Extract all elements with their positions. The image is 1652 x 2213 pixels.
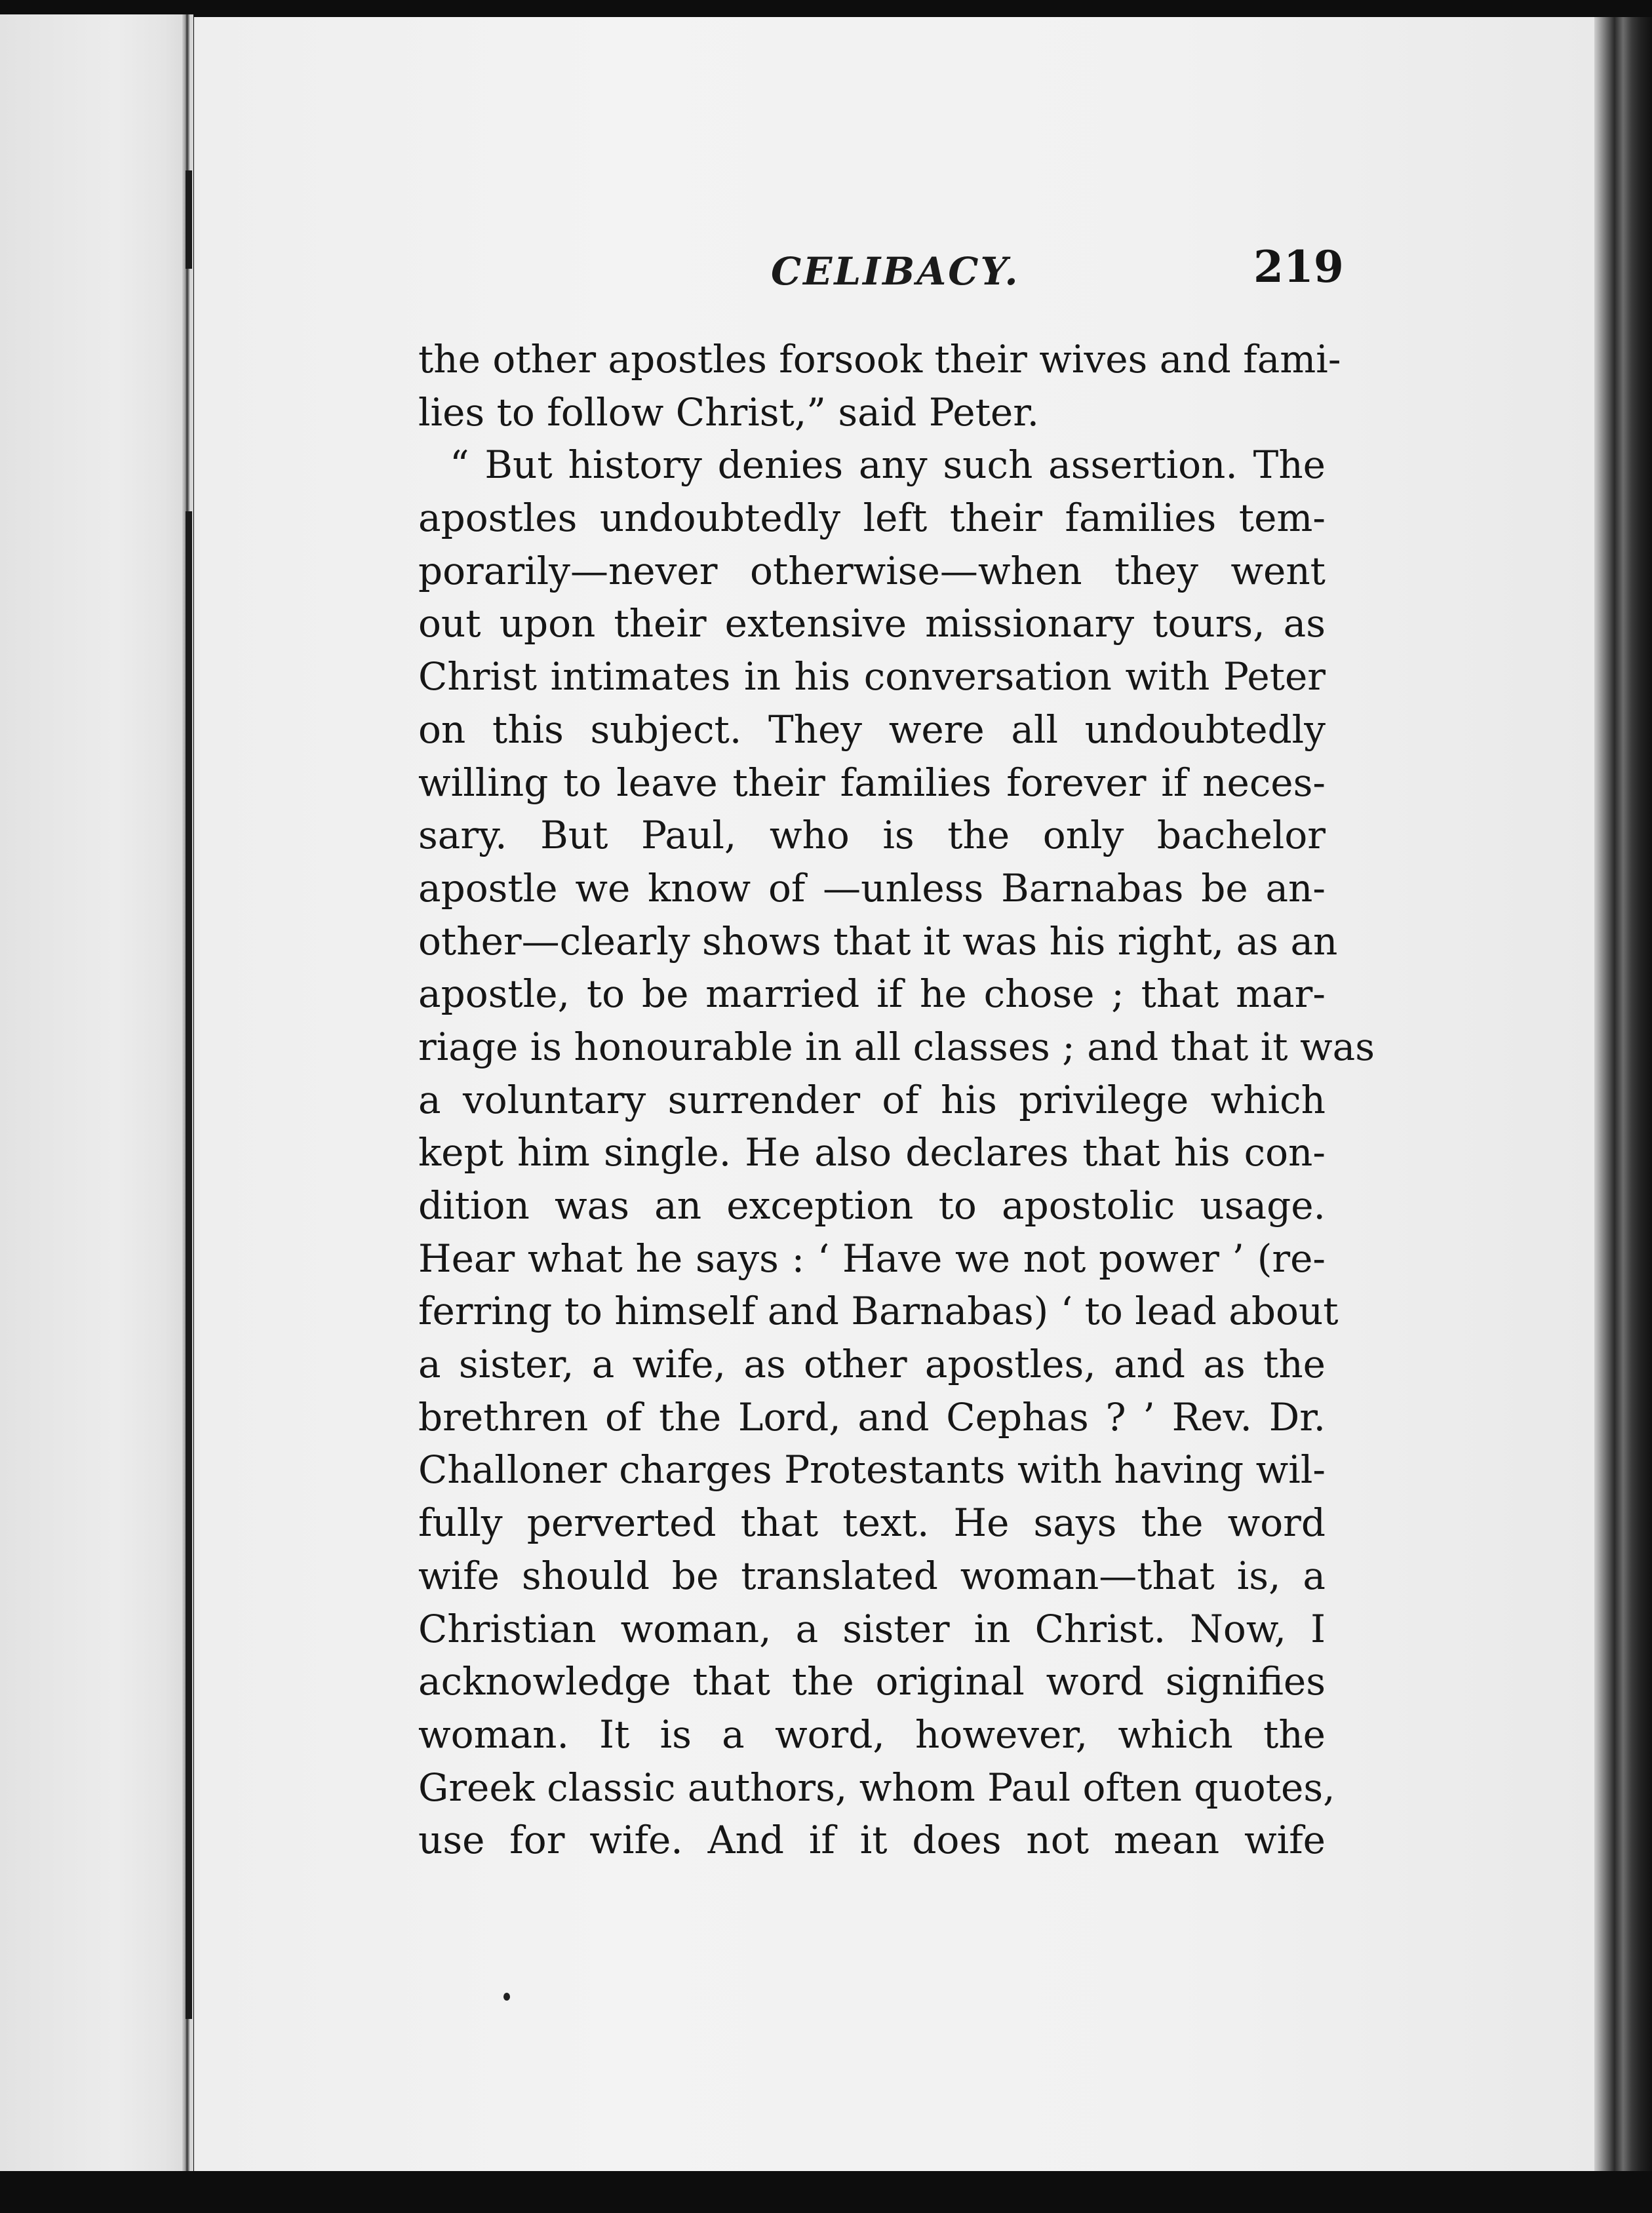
text-line: other—clearly shows that it was his right, as an	[418, 918, 1338, 964]
text-line: willing to leave their families forever if neces-	[418, 760, 1326, 805]
text-line: apostles undoubtedly left their families tem-	[418, 496, 1326, 541]
text-line: Greek classic authors, whom Paul often quotes,	[418, 1765, 1335, 1810]
text-line: porarily—never otherwise—when they went	[418, 548, 1326, 593]
text-line: a voluntary surrender of his privilege which	[418, 1077, 1326, 1122]
text-line: ferring to himself and Barnabas) ‘ to lead about	[418, 1289, 1339, 1334]
ink-speck	[503, 1993, 510, 2001]
text-line: kept him single. He also declares that his con-	[418, 1130, 1326, 1175]
text-line: woman. It is a word, however, which the	[418, 1712, 1326, 1757]
text-line: lies to follow Christ,” said Peter.	[418, 389, 1040, 435]
text-line: Hear what he says : ‘ Have we not power ’ (re-	[418, 1236, 1326, 1281]
page-number: 219	[1253, 241, 1344, 292]
body-text	[418, 333, 1375, 1867]
text-line: Christian woman, a sister in Christ. Now, I	[418, 1606, 1326, 1651]
text-line: wife should be translated woman—that is, a	[418, 1553, 1326, 1598]
text-line: Christ intimates in his conversation with Peter	[418, 654, 1326, 699]
text-line: on this subject. They were all undoubtedly	[418, 707, 1326, 752]
right-page-edge	[1594, 17, 1652, 2171]
text-line: Challoner charges Protestants with having wil-	[418, 1447, 1326, 1493]
text-line: “ But history denies any such assertion. The	[450, 442, 1326, 488]
text-line: acknowledge that the original word signifies	[418, 1659, 1326, 1704]
text-line: riage is honourable in all classes ; and that it was	[418, 1024, 1375, 1069]
text-line: a sister, a wife, as other apostles, and as the	[418, 1342, 1326, 1387]
running-header	[0, 241, 1652, 320]
text-line: apostle we know of —unless Barnabas be an-	[418, 865, 1326, 911]
running-title: CELIBACY.	[771, 249, 1020, 294]
text-line: dition was an exception to apostolic usage.	[418, 1183, 1326, 1228]
text-line: the other apostles forsook their wives and fami-	[418, 337, 1341, 382]
text-line: use for wife. And if it does not mean wife	[418, 1818, 1326, 1863]
left-page-edge	[0, 14, 193, 2171]
gutter-shadow	[186, 511, 192, 2019]
text-line: apostle, to be married if he chose ; that mar-	[418, 971, 1326, 1017]
text-line: out upon their extensive missionary tours, as	[418, 601, 1326, 646]
text-line: brethren of the Lord, and Cephas ? ’ Rev. Dr.	[418, 1394, 1326, 1439]
text-line: sary. But Paul, who is the only bachelor	[418, 813, 1326, 858]
text-line: fully perverted that text. He says the word	[418, 1500, 1326, 1546]
